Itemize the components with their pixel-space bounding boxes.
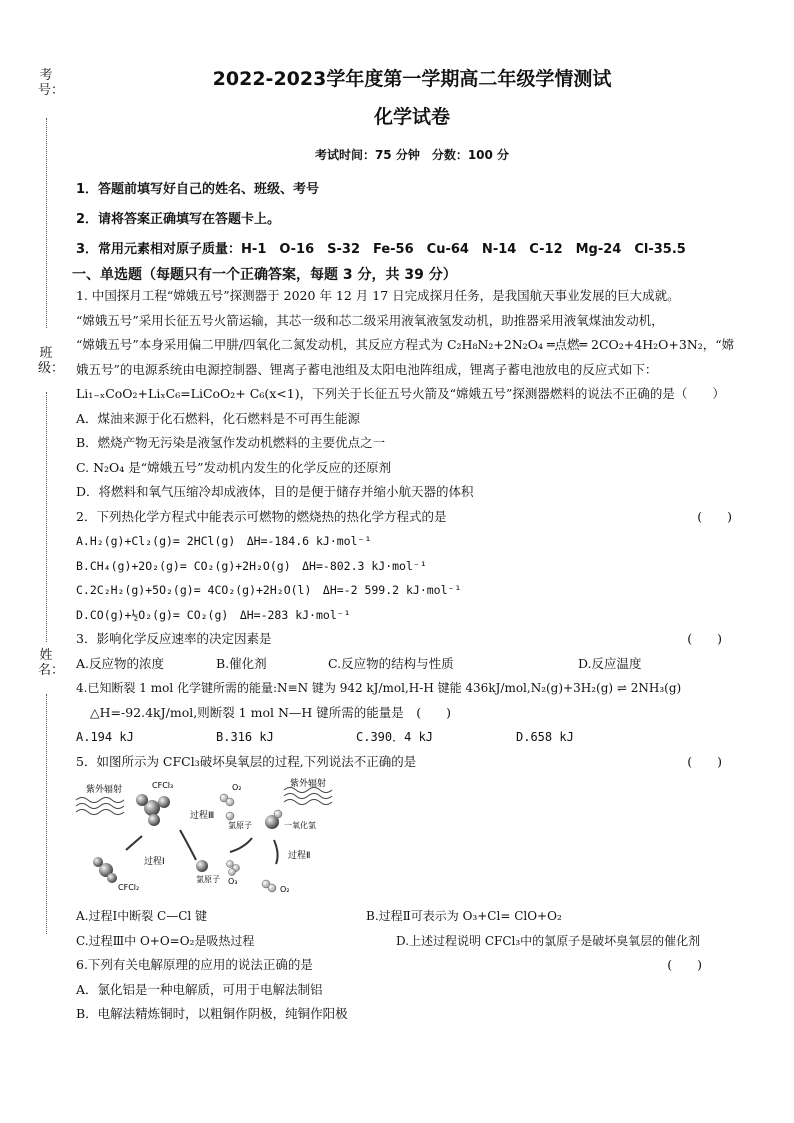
- o2-label: O₂: [232, 783, 242, 792]
- q1-stem: 1. 中国探月工程“嫦娥五号”探测器于 2020 年 12 月 17 日完成探月任务，是我国航天事业发展的巨大成就。: [76, 288, 680, 303]
- uv-wave-icon: [284, 788, 332, 805]
- class-label: 班级：: [38, 346, 65, 376]
- name-label: 姓名：: [38, 648, 65, 678]
- q3-option-c: C.反应物的结构与性质: [328, 655, 454, 671]
- q2-option-c: C.2C₂H₂(g)+5O₂(g)= 4CO₂(g)+2H₂O(l) ΔH=-2 599.2 kJ·mol⁻¹: [76, 583, 462, 597]
- q1-option-c: C. N₂O₄ 是“嫦娥五号”发动机内发生的化学反应的还原剂: [76, 459, 392, 475]
- cfcl3-label: CFCl₃: [152, 781, 174, 790]
- q5-stem-row: [72, 750, 752, 775]
- q5-option-c: C.过程Ⅲ中 O+O=O₂是吸热过程: [76, 933, 255, 948]
- clo-label: 一氧化氯: [284, 821, 316, 830]
- uv-label: 紫外辐射: [290, 779, 327, 789]
- q4-option-a: A.194 kJ: [76, 730, 134, 744]
- ozone-depletion-diagram: [72, 778, 752, 898]
- uv-label: 紫外辐射: [86, 785, 123, 795]
- instruction-3: 3．常用元素相对原子质量：H-1 O-16 S-32 Fe-56 Cu-64 N-14 C-12 Mg-24 Cl-35.5: [76, 242, 686, 257]
- answer-paren: ( ): [687, 631, 722, 646]
- step-1-label: 过程Ⅰ: [144, 857, 165, 867]
- binding-line: [46, 118, 47, 328]
- q5-options-row1: [72, 904, 752, 929]
- q5-option-b: B.过程Ⅱ可表示为 O₃+Cl= ClO+O₂: [366, 909, 562, 923]
- instruction-1: 1．答题前填写好自己的姓名、班级、考号: [76, 182, 320, 197]
- answer-paren: ( ): [667, 957, 702, 972]
- q3-option-d: D.反应温度: [578, 655, 642, 671]
- q5-option-a: A.过程Ⅰ中断裂 C—Cl 键: [76, 909, 208, 923]
- q1-stem: 娥五号”的电源系统由电源控制器、锂离子蓄电池组及太阳电池阵组成，锂离子蓄电池放电的反应式如下：: [76, 361, 658, 377]
- q5-option-d: D.上述过程说明 CFCl₃中的氯原子是破坏臭氧层的催化剂: [396, 933, 701, 948]
- page-title: 2022-2023学年度第一学期高二年级学情测试: [212, 68, 612, 90]
- uv-wave-icon: [76, 798, 124, 815]
- cl-atom-label: 氯原子: [228, 821, 252, 830]
- o3-label: O₃: [228, 877, 238, 886]
- q4-options: [72, 725, 752, 750]
- q6-option-b: B．电解法精炼铜时，以粗铜作阴极，纯铜作阳极: [76, 1006, 348, 1021]
- page-subtitle: 化学试卷: [373, 106, 450, 128]
- cfcl2-label: CFCl₂: [118, 883, 140, 892]
- exam-info: 考试时间：75 分钟 分数：100 分: [314, 148, 510, 162]
- exam-number-label: 考号：: [38, 68, 65, 98]
- instruction-2: 2．请将答案正确填写在答题卡上。: [76, 212, 281, 227]
- q4-stem: 4.已知断裂 1 mol 化学键所需的能量:N≡N 键为 942 kJ/mol,H-H 键能 436kJ/mol,N₂(g)+3H₂(g) ⇌ 2NH₃(g): [76, 681, 682, 695]
- q1-stem: Li₁₋ₓCoO₂+LiₓC₆=LiCoO₂+ C₆(x<1)，下列关于长征五号火箭及“嫦娥五号”探测器燃料的说法不正确的是（ ）: [76, 386, 725, 401]
- cl-atom-label: 氯原子: [196, 875, 220, 884]
- q2-option-d: D.CO(g)+½O₂(g)= CO₂(g) ΔH=-283 kJ·mol⁻¹: [76, 607, 351, 622]
- q3-option-b: B.催化剂: [216, 655, 267, 671]
- q6-option-a: A．氯化铝是一种电解质，可用于电解法制铝: [76, 981, 323, 997]
- q3-stem-row: [72, 627, 752, 652]
- q4-option-b: B.316 kJ: [216, 730, 274, 744]
- q1-option-a: A．煤油来源于化石燃料，化石燃料是不可再生能源: [76, 410, 361, 426]
- q1-stem: “嫦娥五号”本身采用偏二甲肼/四氧化二氮发动机，其反应方程式为 C₂H₈N₂+2N₂O₄ ═点燃═ 2CO₂+4H₂O+3N₂，“嫦: [76, 337, 735, 352]
- q3-options: [72, 652, 752, 677]
- exam-paper: [72, 60, 752, 1027]
- q6-stem: 6.下列有关电解原理的应用的说法正确的是: [76, 957, 313, 972]
- q5-stem: 5．如图所示为 CFCl₃破坏臭氧层的过程,下列说法不正确的是: [76, 753, 417, 769]
- q3-option-a: A.反应物的浓度: [76, 655, 165, 671]
- ozone-diagram-svg: [72, 778, 362, 898]
- o2-label: O₂: [280, 885, 290, 894]
- q2-stem-row: [72, 505, 752, 530]
- step-2-label: 过程Ⅱ: [288, 851, 311, 861]
- q5-options-row2: [72, 929, 752, 954]
- q2-option-b: B.CH₄(g)+2O₂(g)= CO₂(g)+2H₂O(g) ΔH=-802.3 kJ·mol⁻¹: [76, 558, 427, 573]
- q2-option-a: A.H₂(g)+Cl₂(g)= 2HCl(g) ΔH=-184.6 kJ·mol⁻¹: [76, 534, 372, 548]
- q2-stem: 2．下列热化学方程式中能表示可燃物的燃烧热的热化学方程式的是: [76, 508, 447, 524]
- binding-line: [46, 694, 47, 934]
- q4-stem: △H=-92.4kJ/mol,则断裂 1 mol N—H 键所需的能量是 ( ): [90, 704, 452, 720]
- q1-option-d: D．将燃料和氧气压缩冷却成液体，目的是便于储存并缩小航天器的体积: [76, 484, 474, 499]
- section-heading: 一、单选题（每题只有一个正确答案，每题 3 分，共 39 分）: [72, 267, 457, 283]
- q4-option-d: D.658 kJ: [516, 730, 574, 744]
- q1-option-b: B．燃烧产物无污染是液氢作发动机燃料的主要优点之一: [76, 435, 386, 450]
- q4-option-c: C.390．4 kJ: [356, 730, 434, 744]
- answer-paren: ( ): [697, 508, 732, 524]
- answer-paren: ( ): [687, 753, 722, 769]
- q3-stem: 3．影响化学反应速率的决定因素是: [76, 631, 272, 646]
- q1-stem: “嫦娥五号”采用长征五号火箭运输，其芯一级和芯二级采用液氧液氢发动机，助推器采用液氧煤油发动机，: [76, 312, 664, 328]
- binding-line: [46, 392, 47, 642]
- q6-stem-row: [72, 953, 752, 978]
- step-3-label: 过程Ⅲ: [190, 811, 215, 821]
